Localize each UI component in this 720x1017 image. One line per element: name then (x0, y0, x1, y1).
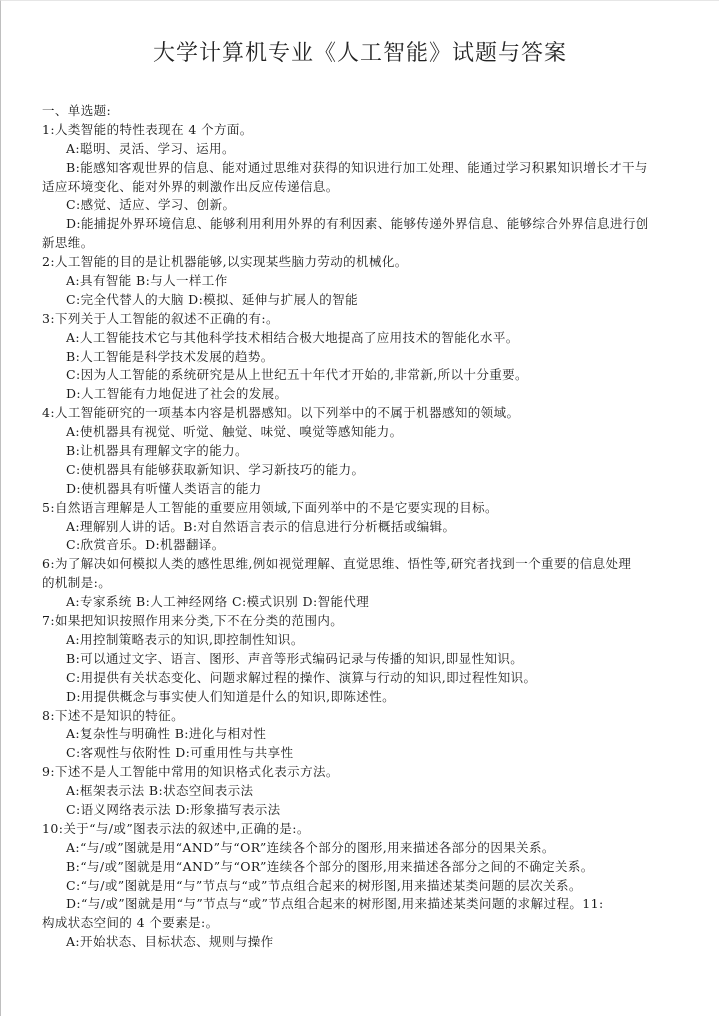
document-line: A:理解别人讲的话。B:对自然语言表示的信息进行分析概括或编辑。 (66, 518, 456, 534)
document-line: 7:如果把知识按照作用来分类,下不在分类的范围内。 (42, 613, 344, 629)
document-line: B:人工智能是科学技术发展的趋势。 (66, 348, 274, 364)
document-line: B:可以通过文字、语言、图形、声音等形式编码记录与传播的知识,即显性知识。 (66, 650, 524, 666)
document-line: 新思维。 (42, 235, 94, 251)
document-line: A:复杂性与明确性 B:进化与相对性 (66, 726, 267, 742)
document-body (42, 102, 670, 952)
document-line: C:使机器具有能够获取新知识、学习新技巧的能力。 (66, 461, 365, 477)
document-line: 6:为了解决如何模拟人类的感性思维,例如视觉理解、直觉思维、悟性等,研究者找到一个重要的信息处理 (42, 556, 632, 572)
document-line: D:使机器具有听懂人类语言的能力 (66, 480, 262, 496)
document-line: 4:人工智能研究的一项基本内容是机器感知。以下列举中的不属于机器感知的领域。 (42, 405, 520, 421)
document-line: C:感觉、适应、学习、创新。 (66, 197, 236, 213)
document-line: C:欣赏音乐。D:机器翻译。 (66, 537, 225, 553)
document-line: D:能捕捉外界环境信息、能够利用利用外界的有利因素、能够传递外界信息、能够综合外界信息进行创 (66, 216, 649, 232)
document-line: 构成状态空间的 4 个要素是:。 (42, 915, 219, 931)
document-line: D:用提供概念与事实使人们知道是什么的知识,即陈述性。 (66, 688, 396, 704)
document-line: A:开始状态、目标状态、规则与操作 (66, 934, 274, 950)
document-line: D:人工智能有力地促进了社会的发展。 (66, 386, 288, 402)
document-line: 5:自然语言理解是人工智能的重要应用领域,下面列举中的不是它要实现的目标。 (42, 499, 498, 515)
document-line: 10:关于“与/或”图表示法的叙述中,正确的是:。 (42, 820, 310, 836)
document-line: 1:人类智能的特性表现在 4 个方面。 (42, 121, 253, 137)
document-line: A:框架表示法 B:状态空间表示法 (66, 783, 254, 799)
document-line: C:因为人工智能的系统研究是从上世纪五十年代才开始的,非常新,所以十分重要。 (66, 367, 528, 383)
document-line: 适应环境变化、能对外界的刺激作出反应传递信息。 (42, 178, 339, 194)
document-line: 3:下列关于人工智能的叙述不正确的有:。 (42, 310, 279, 326)
document-line: 9:下述不是人工智能中常用的知识格式化表示方法。 (42, 764, 339, 780)
document-line: 2:人工智能的目的是让机器能够,以实现某些脑力劳动的机械化。 (42, 254, 408, 270)
document-line: B:能感知客观世界的信息、能对通过思维对获得的知识进行加工处理、能通过学习积累知识增长才干与 (66, 159, 648, 175)
document-line: C:客观性与依附性 D:可重用性与共享性 (66, 745, 294, 761)
document-line: A:“与/或”图就是用“AND”与“OR”连续各个部分的图形,用来描述各部分的因果关系。 (66, 839, 555, 855)
document-line: 一、单选题: (42, 103, 112, 118)
document-line: B:让机器具有理解文字的能力。 (66, 443, 248, 459)
document-line: B:“与/或”图就是用“AND”与“OR”连续各个部分的图形,用来描述各部分之间的不确定关系。 (66, 858, 594, 874)
document-line: A:人工智能技术它与其他科学技术相结合极大地提高了应用技术的智能化水平。 (66, 329, 519, 345)
document-line: C:完全代替人的大脑 D:模拟、延伸与扩展人的智能 (66, 291, 358, 307)
document-line: C:用提供有关状态变化、问题求解过程的操作、演算与行动的知识,即过程性知识。 (66, 669, 537, 685)
document-line: C:“与/或”图就是用“与”节点与“或”节点组合起来的树形图,用来描述某类问题的层次关系。 (66, 877, 582, 893)
document-line: 8:下述不是知识的特征。 (42, 707, 184, 723)
document-line: A:具有智能 B:与人一样工作 (66, 273, 228, 289)
document-line: A:聪明、灵活、学习、运用。 (66, 140, 235, 156)
document-line: A:用控制策略表示的知识,即控制性知识。 (66, 631, 304, 647)
document-line: A:专家系统 B:人工神经网络 C:模式识别 D:智能代理 (66, 594, 370, 610)
document-line: 的机制是:。 (42, 575, 112, 591)
document-line: D:“与/或”图就是用“与”节点与“或”节点组合起来的树形图,用来描述某类问题的求解过程。11: (66, 896, 604, 912)
document-line: A:使机器具有视觉、听觉、触觉、味觉、嗅觉等感知能力。 (66, 424, 403, 440)
document-title: 大学计算机专业《人工智能》试题与答案 (152, 41, 567, 66)
document-line: C:语义网络表示法 D:形象描写表示法 (66, 801, 281, 817)
